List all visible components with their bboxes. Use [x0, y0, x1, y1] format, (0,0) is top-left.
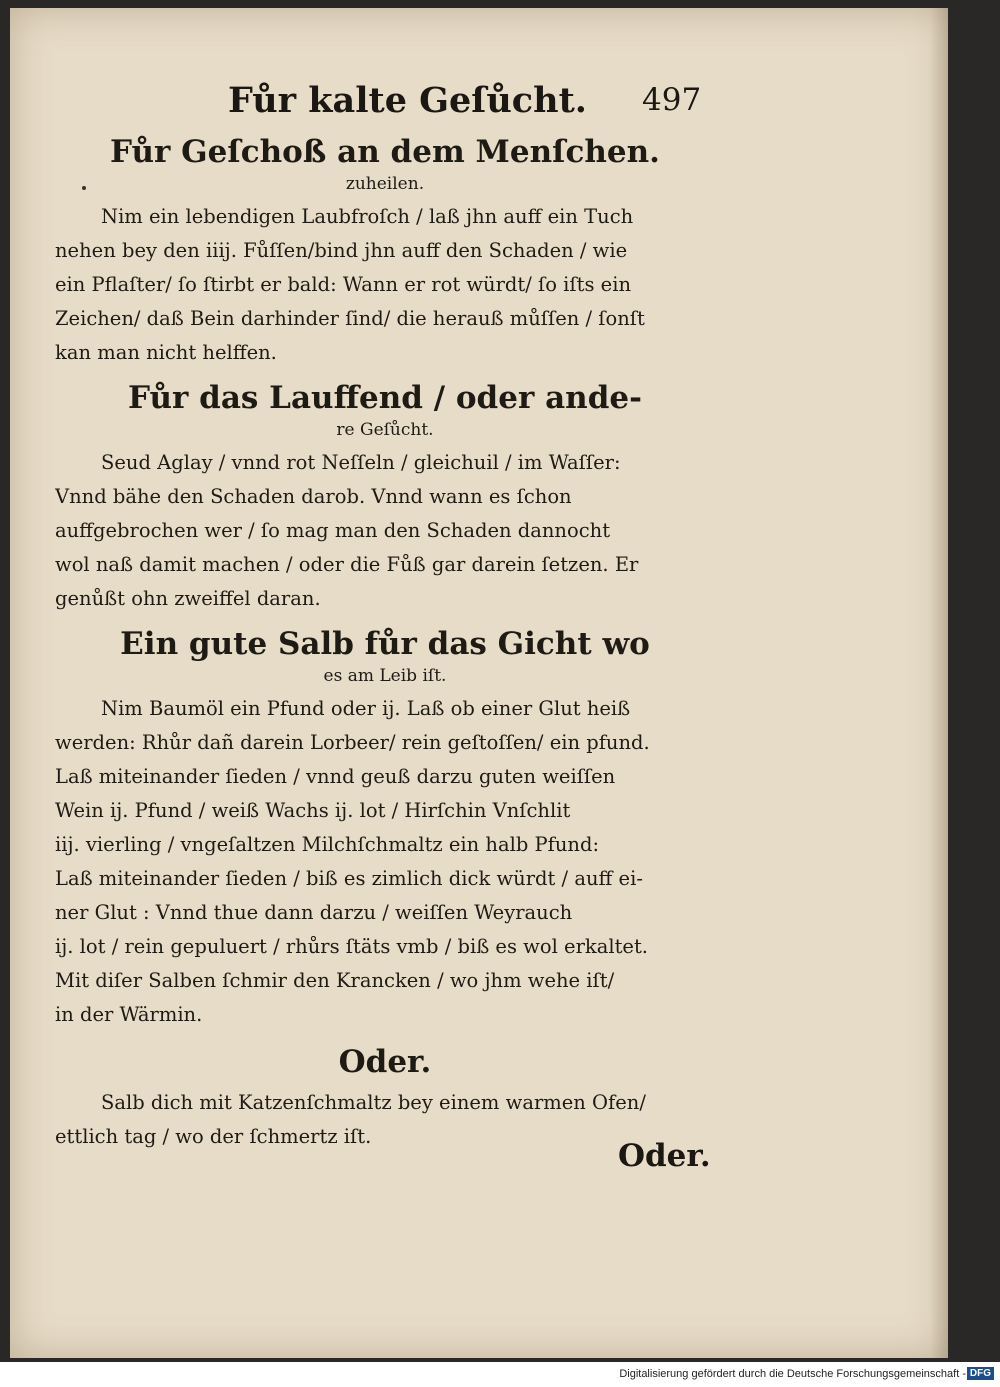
section-paragraph	[55, 200, 715, 370]
text-line: in der Wärmin.	[55, 1003, 203, 1026]
text-line: Zeichen/ daß Bein darhinder ſind/ die herauß můſſen / ſonſt	[55, 307, 645, 330]
page-number: 497	[642, 82, 702, 118]
section-heading: Fůr Geſchoß an dem Menſchen.	[110, 134, 660, 170]
text-line: auffgebrochen wer / ſo mag man den Schaden dannocht	[55, 519, 611, 542]
text-line: Salb dich mit Katzenſchmaltz bey einem warmen Ofen/	[101, 1091, 646, 1114]
funding-credit: Digitalisierung gefördert durch die Deutsche Forschungsgemeinschaft -	[619, 1368, 966, 1380]
section-paragraph	[55, 446, 715, 616]
text-line: Mit diſer Salben ſchmir den Krancken / wo jhm wehe iſt/	[55, 969, 615, 992]
text-line: kan man nicht helffen.	[55, 341, 277, 364]
section-subheading: es am Leib iſt.	[323, 666, 447, 686]
running-title: Fůr kalte Geſůcht.	[228, 80, 587, 121]
catchword: Oder.	[618, 1138, 711, 1174]
text-line: ner Glut : Vnnd thue dann darzu / weiſſen Weyrauch	[55, 901, 573, 924]
text-line: Laß miteinander ſieden / biß es zimlich dick würdt / auff ei-	[55, 867, 643, 890]
main-text	[55, 132, 715, 1162]
text-line: Wein ij. Pfund / weiß Wachs ij. lot / Hirſchin Vnſchlit	[55, 799, 571, 822]
text-line: ij. lot / rein gepuluert / rhůrs ſtäts vmb / biß es wol erkaltet.	[55, 935, 648, 958]
text-line: nehen bey den iiij. Fůſſen/bind jhn auff den Schaden / wie	[55, 239, 628, 262]
text-line: Nim Baumöl ein Pfund oder ij. Laß ob einer Glut heiß	[101, 697, 631, 720]
text-line: werden: Rhůr dañ darein Lorbeer/ rein geſtoſſen/ ein pfund.	[55, 731, 650, 754]
text-line: Vnnd bähe den Schaden darob. Vnnd wann es ſchon	[55, 485, 572, 508]
section-paragraph	[55, 1086, 715, 1154]
running-head	[10, 80, 948, 130]
text-line: genůßt ohn zweiffel daran.	[55, 587, 321, 610]
section-heading: Oder.	[338, 1044, 432, 1080]
text-line: Seud Aglay / vnnd rot Neſſeln / gleichuil / im Waſſer:	[101, 451, 621, 474]
dfg-logo[interactable]: DFG	[967, 1367, 994, 1380]
text-line: Nim ein lebendigen Laubfroſch / laß jhn auff ein Tuch	[101, 205, 634, 228]
section-subheading: zuheilen.	[345, 174, 425, 194]
section-subheading: re Geſůcht.	[336, 420, 434, 440]
book-page	[10, 8, 948, 1358]
text-line: Laß miteinander ſieden / vnnd geuß darzu guten weiſſen	[55, 765, 616, 788]
text-line: ettlich tag / wo der ſchmertz iſt.	[55, 1125, 372, 1148]
section-heading: Fůr das Lauffend / oder ande-	[128, 380, 642, 416]
text-line: iij. vierling / vngeſaltzen Milchſchmaltz ein halb Pfund:	[55, 833, 600, 856]
section-heading: Ein gute Salb fůr das Gicht wo	[120, 626, 650, 662]
section-paragraph	[55, 692, 715, 1032]
text-line: ein Pflaſter/ ſo ſtirbt er bald: Wann er rot würdt/ ſo iſts ein	[55, 273, 632, 296]
text-line: wol naß damit machen / oder die Fůß gar darein ſetzen. Er	[55, 553, 639, 576]
